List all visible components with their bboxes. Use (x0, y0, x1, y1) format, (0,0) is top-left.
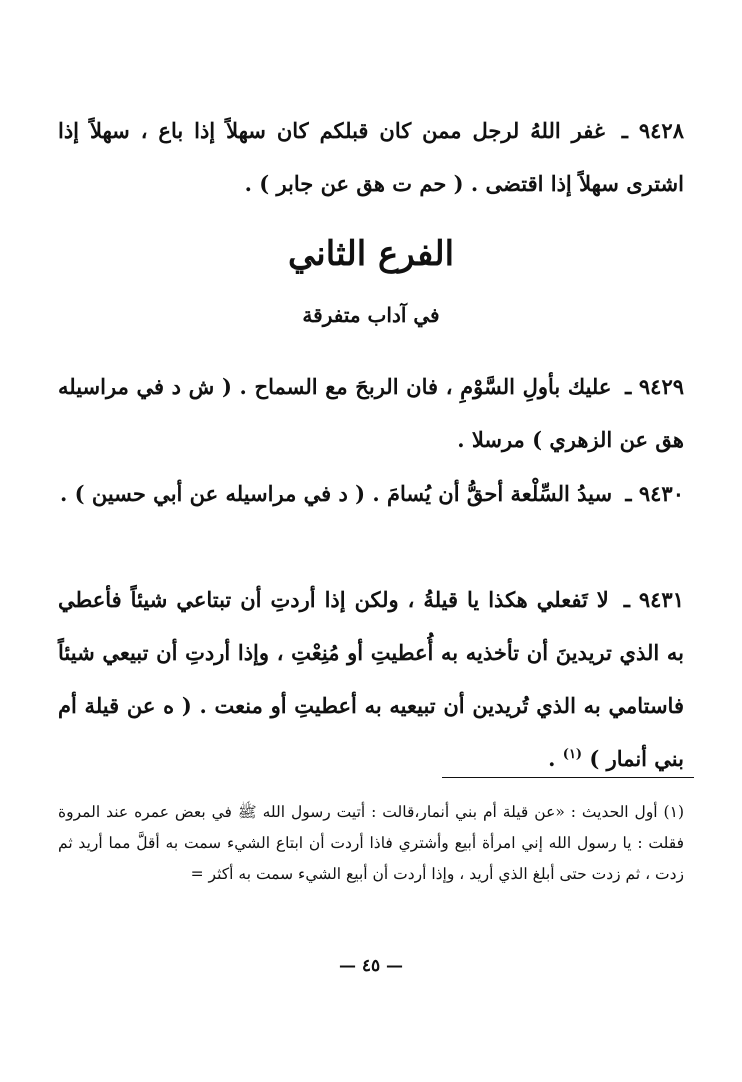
footnote-reference[interactable]: (١) (562, 747, 583, 762)
hadith-number: ٩٤٢٨ ـ (621, 118, 684, 143)
footnote-divider (442, 777, 694, 778)
section-subtitle: في آداب متفرقة (302, 303, 440, 327)
hadith-text: لا تَفعلي هكذا يا قيلةُ ، ولكن إذا أردتِ أن تبتاعي شيئاً فأعطي به الذي تريدينَ أن تأخذيه به أُعطيتِ أو مُنِعْتِ ، وإذا أردتِ أن تبيعي شيئاً فاستامي به الذي تُريدين أن تبيعيه به أعطيتِ أو منعت . ( ه عن قيلة أم بني أنمار ) (58, 587, 684, 771)
section-title: الفرع الثاني (287, 234, 455, 274)
hadith-text: سيدُ السِّلْعة أحقُّ أن يُسامَ . ( د في مراسيله عن أبي حسين ) . (59, 481, 613, 506)
hadith-9430 (58, 467, 684, 520)
hadith-number: ٩٤٣١ ـ (623, 587, 684, 612)
hadith-number: ٩٤٣٠ ـ (625, 481, 684, 506)
hadith-9431 (58, 573, 684, 785)
hadith-end-mark: . (548, 746, 556, 771)
hadith-text: عليك بأولِ السَّوْمِ ، فان الربحَ مع السماح . ( ش د في مراسيله هق عن الزهري ) مرسلا . (58, 374, 684, 452)
hadith-text: غفر اللهُ لرجل ممن كان قبلكم كان سهلاً إذا باع ، سهلاً إذا اشترى سهلاً إذا اقتضى . ( حم ت هق عن جابر ) . (58, 118, 684, 196)
footnote: (١) أول الحديث : «عن قيلة أم بني أنمار،قالت : أتيت رسول الله ﷺ في بعض عمره عند المروة فقلت : يا رسول الله إني امرأة أبيع وأشتري فاذا أردت أن ابتاع الشيء سمت به أقلَّ مما أريد ثم زدت ، ثم زدت حتى أبلغ الذي أريد ، وإذا أردت أن أبيع الشيء سمت به أكثر = (58, 803, 684, 883)
hadith-9429 (58, 360, 684, 466)
hadith-number: ٩٤٢٩ ـ (625, 374, 685, 399)
page-number: — ٤٥ — (338, 956, 404, 976)
hadith-9428 (58, 104, 684, 210)
